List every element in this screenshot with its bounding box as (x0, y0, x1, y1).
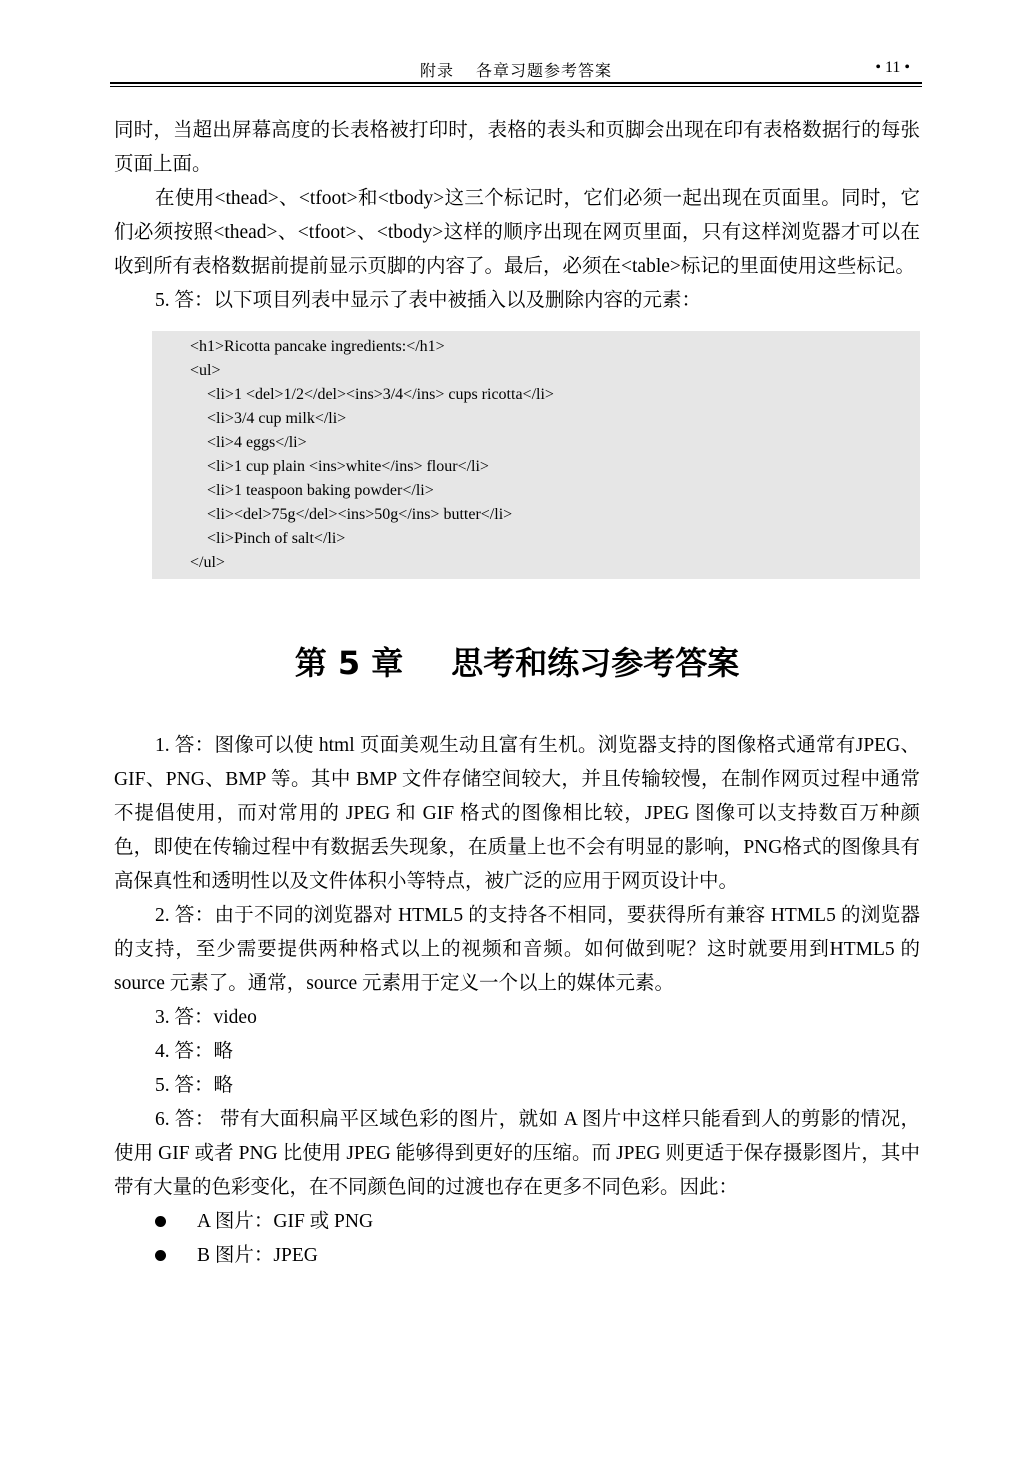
answer-6: 6. 答： 带有大面积扁平区域色彩的图片，就如 A 图片中这样只能看到人的剪影的情况，使用 GIF 或者 PNG 比使用 JPEG 能够得到更好的压缩。而 JPEG 则更适于保存摄影图片，其中带有大量的色彩变化，在不同颜色间的过渡也存在更多不同色彩。因此： (114, 1109, 920, 1198)
chapter-heading (114, 641, 920, 685)
intro-paragraph-continued: 同时，当超出屏幕高度的长表格被打印时，表格的表头和页脚会出现在印有表格数据行的每张页面上面。 (114, 120, 920, 175)
chapter-answers (114, 729, 920, 1273)
code-line: </ul> (190, 554, 225, 571)
page-number: • 11 • (875, 59, 910, 76)
code-example-block (152, 331, 920, 579)
bullet-item (114, 1205, 920, 1239)
header-rule-thick (110, 82, 922, 84)
code-line: <li><del>75g</del><ins>50g</ins> butter</li> (207, 506, 513, 523)
answer-5: 5. 答：略 (155, 1075, 234, 1096)
answer-1: 1. 答：图像可以使 html 页面美观生动且富有生机。浏览器支持的图像格式通常有JPEG、GIF、PNG、BMP 等。其中 BMP 文件存储空间较大，并且传输较慢，在制作网页过程中通常不提倡使用，而对常用的 JPEG 和 GIF 格式的图像相比较，JPEG 图像可以支持数百万种颜色，即使在传输过程中有数据丢失现象，在质量上也不会有明显的影响，PNG格式的图像具有高保真性和透明性以及文件体积小等特点，被广泛的应用于网页设计中。 (114, 735, 920, 892)
code-line: <li>3/4 cup milk</li> (207, 410, 347, 427)
running-header (110, 56, 922, 82)
chapter-title: 思考和练习参考答案 (451, 644, 740, 682)
bullet-dot-icon (155, 1250, 166, 1261)
answer-5-intro: 5. 答：以下项目列表中显示了表中被插入以及删除内容的元素： (155, 290, 702, 311)
bullet-text: A 图片：GIF 或 PNG (197, 1211, 374, 1232)
running-header-title: 附录 各章习题参考答案 (419, 63, 612, 80)
intro-paragraph-thead-usage: 在使用<thead>、<tfoot>和<tbody>这三个标记时，它们必须一起出现在页面里。同时，它们必须按照<thead>、<tfoot>、<tbody>这样的顺序出现在网页里面，只有这样浏览器才可以在收到所有表格数据前提前显示页脚的内容了。最后，必须在<table>标记的里面使用这些标记。 (114, 188, 920, 277)
code-line: <li>1 <del>1/2</del><ins>3/4</ins> cups ricotta</li> (207, 386, 554, 403)
code-line: <li>1 teaspoon baking powder</li> (207, 482, 434, 499)
bullet-text: B 图片：JPEG (197, 1245, 318, 1266)
bullet-dot-icon (155, 1216, 166, 1227)
answer-3: 3. 答：video (155, 1007, 257, 1028)
answer-2: 2. 答：由于不同的浏览器对 HTML5 的支持各不相同，要获得所有兼容 HTML5 的浏览器的支持，至少需要提供两种格式以上的视频和音频。如何做到呢？这时就要用到HTML5 的 source 元素了。通常，source 元素用于定义一个以上的媒体元素。 (114, 905, 920, 994)
code-line: <li>4 eggs</li> (207, 434, 307, 451)
chapter-number: 第 5 章 (294, 644, 404, 682)
answer-4: 4. 答：略 (155, 1041, 234, 1062)
code-line: <ul> (190, 362, 221, 379)
code-line: <li>1 cup plain <ins>white</ins> flour</li> (207, 458, 489, 475)
code-line: <h1>Ricotta pancake ingredients:</h1> (190, 338, 445, 355)
header-rule-thin (110, 86, 922, 87)
code-line: <li>Pinch of salt</li> (207, 530, 346, 547)
page-content (114, 114, 920, 1273)
bullet-item (114, 1239, 920, 1273)
